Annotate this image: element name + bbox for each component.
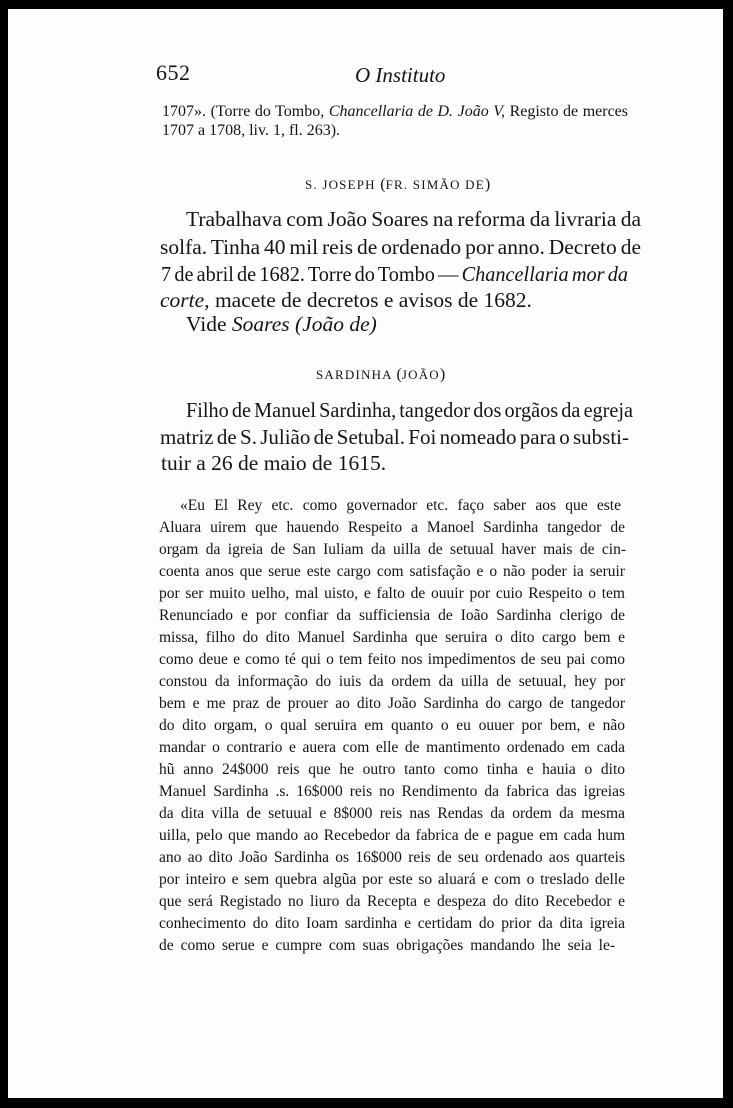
quote-line: do dito orgam, o qual seruira em quanto o eu ouuer por bem, e não (159, 717, 625, 734)
heading-paren-close: ) (484, 176, 491, 193)
text-span: Vide (186, 312, 232, 336)
quote-line: por ser muito uelho, mal uisto, e falto de ouuir por cuio Respeito o tem (159, 585, 625, 602)
body-line (160, 425, 629, 450)
quote-line: Aluara uirem que hauendo Respeito a Manoel Sardinha tangedor de (159, 519, 625, 536)
heading-inner: FR. SIMÃO DE (385, 177, 485, 192)
body-line (161, 451, 386, 476)
section-heading-s-joseph (305, 176, 490, 194)
body-line (186, 312, 377, 337)
heading-paren-open: ( (396, 366, 402, 383)
italic-span: corte, (160, 288, 210, 312)
text-span: 1707». (Torre do Tombo, (162, 103, 329, 120)
text-span: Filho de Manuel Sardinha, tangedor dos orgãos da egreja (186, 398, 633, 422)
quote-line: «Eu El Rey etc. como governador etc. faço saber aos que este (180, 497, 621, 514)
italic-span: Soares (João de) (231, 312, 377, 336)
quote-line: como deue e como té qui o tem feito nos impedimentos de seu pai como (159, 651, 625, 668)
body-line (186, 207, 641, 232)
body-line (186, 398, 633, 423)
heading-inner: JOÃO (401, 367, 440, 382)
quote-line: mandar o contrario e auera com elle de mantimento ordenado em cada (159, 739, 625, 756)
body-line (160, 288, 532, 313)
quote-line: constou da informação do iuis da ordem da uilla de setuual, hey por (159, 673, 625, 690)
text-span: macete de decretos e avisos de 1682. (209, 288, 532, 312)
body-line (160, 235, 641, 260)
page-number: 652 (156, 60, 191, 85)
quote-line: hũ anno 24$000 reis que he outro tanto como tinha e hauia o dito (159, 761, 625, 778)
text-span: 7 de abril de 1682. Torre do Tombo — (161, 262, 462, 286)
quote-line: da dita villa de setuual e 8$000 reis nas Rendas da ordem da mesma (159, 805, 625, 822)
heading-name: SARDINHA (316, 367, 393, 382)
heading-paren-close: ) (439, 366, 446, 383)
scanned-page (8, 9, 723, 1098)
text-span: 1707 a 1708, liv. 1, fl. 263). (162, 122, 341, 139)
quote-line: Manuel Sardinha .s. 16$000 reis no Rendimento da fabrica das igreias (159, 783, 625, 800)
italic-span: Chancellaria mor da (461, 262, 628, 286)
text-span: matriz de S. Julião de Setubal. Foi nomeado para o substi- (160, 425, 629, 449)
quote-line: missa, filho do dito Manuel Sardinha que seruira o dito cargo bem e (159, 629, 625, 646)
text-span: Trabalhava com João Soares na reforma da livraria da (186, 207, 641, 231)
quote-line: uilla, pelo que mando ao Recebedor da fabrica de e pague em cada hum (159, 827, 625, 844)
reference-line (162, 122, 340, 140)
quote-line: Renunciado e por confiar da sufficiensia de Ioão Sardinha clerigo de (159, 607, 625, 624)
text-span: solfa. Tinha 40 mil reis de ordenado por anno. Decreto de (160, 235, 641, 259)
text-span: tuir a 26 de maio de 1615. (161, 451, 387, 475)
quote-line: que será Registado no liuro da Recepta e despeza do dito Recebedor e (159, 893, 625, 910)
quote-line: bem e me praz de prouer ao dito João Sardinha do cargo de tangedor (159, 695, 625, 712)
heading-name: S. JOSEPH (305, 177, 376, 192)
reference-line (162, 103, 628, 121)
section-heading-sardinha (316, 366, 445, 384)
quote-line: de como serue e cumpre com suas obrigações mandando lhe seia le- (159, 937, 615, 954)
text-span: Registo de merces (505, 103, 629, 120)
quote-line: conhecimento do dito Ioam sardinha e certidam do prior da dita igreia (159, 915, 625, 932)
quote-line: orgam da igreia de San Iuliam da uilla de setuual haver mais de cin- (159, 541, 626, 558)
quote-line: ano ao dito João Sardinha os 16$000 reis de seu ordenado aos quarteis (159, 849, 625, 866)
italic-span: Chancellaria de D. João V, (328, 103, 506, 120)
quote-line: coenta anos que serue este cargo com satisfação e o não poder ia seruir (159, 563, 625, 580)
heading-paren-open: ( (380, 176, 386, 193)
body-line (161, 262, 628, 287)
running-title: O Instituto (355, 63, 446, 87)
quote-line: por inteiro e sem quebra algũa por este so aluará e com o treslado delle (159, 871, 625, 888)
